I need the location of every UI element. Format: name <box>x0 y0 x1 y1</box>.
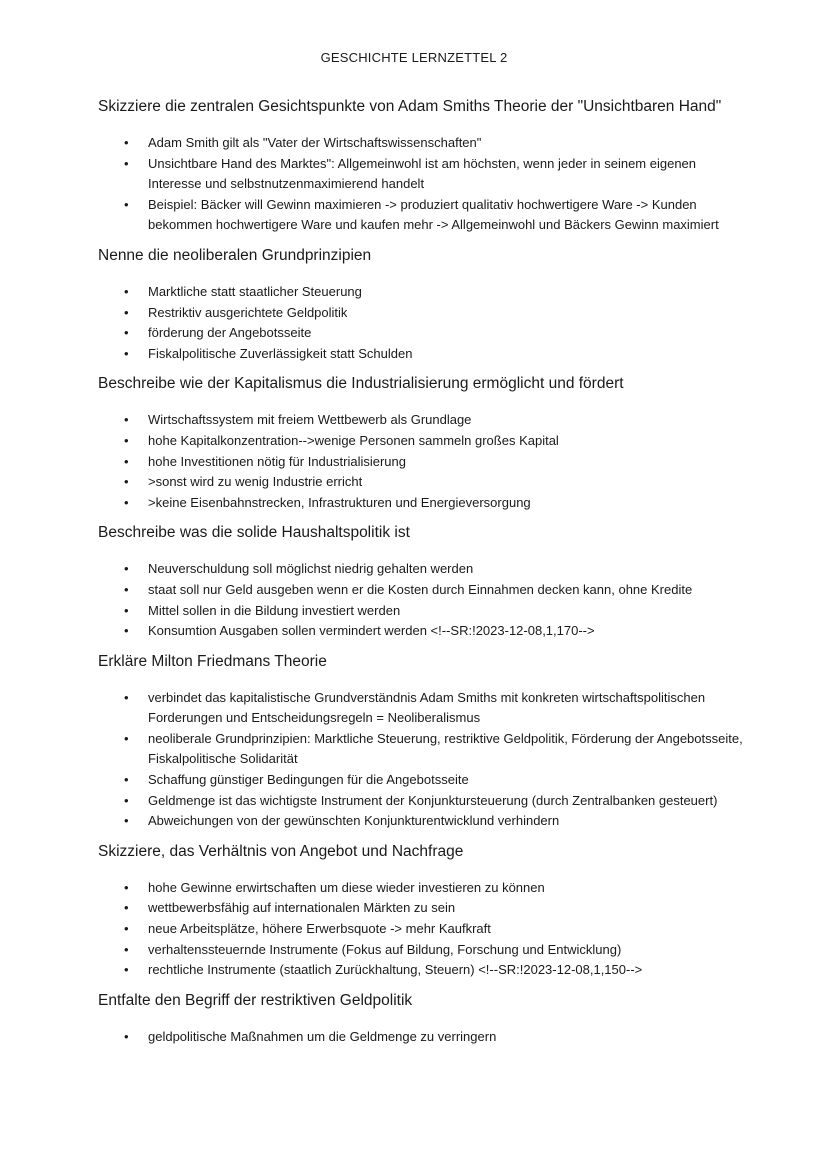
section <box>98 373 798 513</box>
section-heading: Erkläre Milton Friedmans Theorie <box>98 652 327 670</box>
bullet-icon: • <box>124 432 129 448</box>
list-item <box>98 303 748 324</box>
list-item <box>98 154 748 195</box>
list-item <box>98 621 748 642</box>
list-item-text: rechtliche Instrumente (staatlich Zurückhaltung, Steuern) <!--SR:!2023-12-08,1,150--> <box>148 962 643 978</box>
bullet-icon: • <box>124 412 129 428</box>
list-item <box>98 580 748 601</box>
list-item <box>98 878 748 899</box>
bullet-list <box>98 878 798 981</box>
section <box>98 651 798 832</box>
bullet-list <box>98 410 798 513</box>
section <box>98 522 798 641</box>
bullet-icon: • <box>124 345 129 361</box>
list-item-text: Fiskalpolitische Zuverlässigkeit statt Schulden <box>148 345 413 361</box>
list-item <box>98 410 748 431</box>
section <box>98 841 798 981</box>
list-item <box>98 919 748 940</box>
section-heading: Beschreibe was die solide Haushaltspolitik ist <box>98 524 410 542</box>
list-item-text: Wirtschaftssystem mit freiem Wettbewerb als Grundlage <box>148 412 472 428</box>
list-item <box>98 493 748 514</box>
bullet-icon: • <box>124 900 129 916</box>
bullet-icon: • <box>124 623 129 639</box>
list-item <box>98 960 748 981</box>
bullet-icon: • <box>124 135 129 150</box>
list-item <box>98 344 748 365</box>
bullet-list <box>98 559 798 641</box>
list-item-text: wettbewerbsfähig auf internationalen Märkten zu sein <box>148 900 456 916</box>
bullet-icon: • <box>124 581 129 597</box>
list-item-text: verbindet das kapitalistische Grundverständnis Adam Smiths mit konkreten wirtschaftspolitischen Forderungen und Entscheidungsregeln = Neoliberalismus <box>148 689 706 726</box>
bullet-icon: • <box>124 879 129 895</box>
section <box>98 990 798 1048</box>
list-item <box>98 559 748 580</box>
bullet-icon: • <box>124 304 129 320</box>
list-item-text: hohe Investitionen nötig für Industrialisierung <box>148 453 406 469</box>
list-item <box>98 898 748 919</box>
list-item-text: Adam Smith gilt als "Vater der Wirtschaftswissenschaften" <box>148 135 482 150</box>
list-item <box>98 472 748 493</box>
list-item-text: Restriktiv ausgerichtete Geldpolitik <box>148 304 348 320</box>
list-item-text: Schaffung günstiger Bedingungen für die Angebotsseite <box>148 772 469 788</box>
bullet-icon: • <box>124 283 129 299</box>
bullet-list <box>98 1027 798 1048</box>
bullet-icon: • <box>124 196 129 212</box>
list-item <box>98 791 748 812</box>
bullet-icon: • <box>124 813 129 829</box>
list-item-text: staat soll nur Geld ausgeben wenn er die Kosten durch Einnahmen decken kann, ohne Kredite <box>148 581 693 597</box>
list-item <box>98 195 748 236</box>
list-item-text: Konsumtion Ausgaben sollen vermindert werden <!--SR:!2023-12-08,1,170--> <box>148 623 595 639</box>
bullet-icon: • <box>124 561 129 577</box>
document-title: GESCHICHTE LERNZETTEL 2 <box>320 50 508 65</box>
list-item-text: Beispiel: Bäcker will Gewinn maximieren -> produziert qualitativ hochwertigere Ware -> Kunden bekommen hochwertigere Ware und kaufen mehr -> Allgemeinwohl und Bäckers Gewinn maximiert <box>148 196 719 233</box>
bullet-icon: • <box>124 941 129 957</box>
list-item-text: Unsichtbare Hand des Marktes": Allgemeinwohl ist am höchsten, wenn jeder in seinem eigenen Interesse und selbstnutzenmaximierend handelt <box>148 155 697 192</box>
list-item-text: neue Arbeitsplätze, höhere Erwerbsquote -> mehr Kaufkraft <box>148 921 491 937</box>
bullet-icon: • <box>124 962 129 978</box>
list-item <box>98 431 748 452</box>
list-item <box>98 688 748 729</box>
list-item <box>98 729 748 770</box>
list-item-text: hohe Gewinne erwirtschaften um diese wieder investieren zu können <box>148 879 545 895</box>
bullet-icon: • <box>124 772 129 788</box>
bullet-icon: • <box>124 325 129 341</box>
bullet-icon: • <box>124 494 129 510</box>
section <box>98 96 798 236</box>
document-body <box>98 96 798 1056</box>
section-heading: Skizziere, das Verhältnis von Angebot und Nachfrage <box>98 842 464 860</box>
section-heading: Beschreibe wie der Kapitalismus die Industrialisierung ermöglicht und fördert <box>98 375 624 393</box>
list-item-text: Geldmenge ist das wichtigste Instrument der Konjunktursteuerung (durch Zentralbanken gesteuert) <box>148 792 718 808</box>
list-item <box>98 940 748 961</box>
bullet-icon: • <box>124 730 129 746</box>
bullet-icon: • <box>124 474 129 490</box>
section-heading: Skizziere die zentralen Gesichtspunkte von Adam Smiths Theorie der "Unsichtbaren Hand" <box>98 98 722 115</box>
list-item-text: neoliberale Grundprinzipien: Marktliche Steuerung, restriktive Geldpolitik, Förderung der Angebotsseite, Fiskalpolitische Solidarität <box>148 730 743 767</box>
bullet-icon: • <box>124 155 129 171</box>
list-item-text: Marktliche statt staatlicher Steuerung <box>148 283 362 299</box>
list-item <box>98 1027 748 1048</box>
list-item <box>98 601 748 622</box>
list-item-text: Mittel sollen in die Bildung investiert werden <box>148 602 401 618</box>
section <box>98 245 798 364</box>
list-item-text: >keine Eisenbahnstrecken, Infrastrukturen und Energieversorgung <box>148 494 531 510</box>
list-item-text: >sonst wird zu wenig Industrie erricht <box>148 474 363 490</box>
list-item-text: förderung der Angebotsseite <box>148 325 312 341</box>
bullet-icon: • <box>124 792 129 808</box>
list-item-text: verhaltenssteuernde Instrumente (Fokus auf Bildung, Forschung und Entwicklung) <box>148 941 622 957</box>
bullet-icon: • <box>124 602 129 618</box>
bullet-icon: • <box>124 689 129 705</box>
bullet-icon: • <box>124 453 129 469</box>
list-item-text: Neuverschuldung soll möglichst niedrig gehalten werden <box>148 561 474 577</box>
list-item <box>98 452 748 473</box>
list-item <box>98 323 748 344</box>
list-item <box>98 282 748 303</box>
bullet-icon: • <box>124 921 129 937</box>
bullet-list <box>98 282 798 364</box>
section-heading: Nenne die neoliberalen Grundprinzipien <box>98 246 372 264</box>
bullet-icon: • <box>124 1028 129 1044</box>
section-heading: Entfalte den Begriff der restriktiven Geldpolitik <box>98 991 413 1009</box>
list-item <box>98 133 748 154</box>
list-item <box>98 811 748 832</box>
list-item <box>98 770 748 791</box>
bullet-list <box>98 133 798 236</box>
list-item-text: Abweichungen von der gewünschten Konjunkturentwicklund verhindern <box>148 813 560 829</box>
list-item-text: geldpolitische Maßnahmen um die Geldmenge zu verringern <box>148 1028 497 1044</box>
bullet-list <box>98 688 798 832</box>
list-item-text: hohe Kapitalkonzentration-->wenige Personen sammeln großes Kapital <box>148 432 559 448</box>
